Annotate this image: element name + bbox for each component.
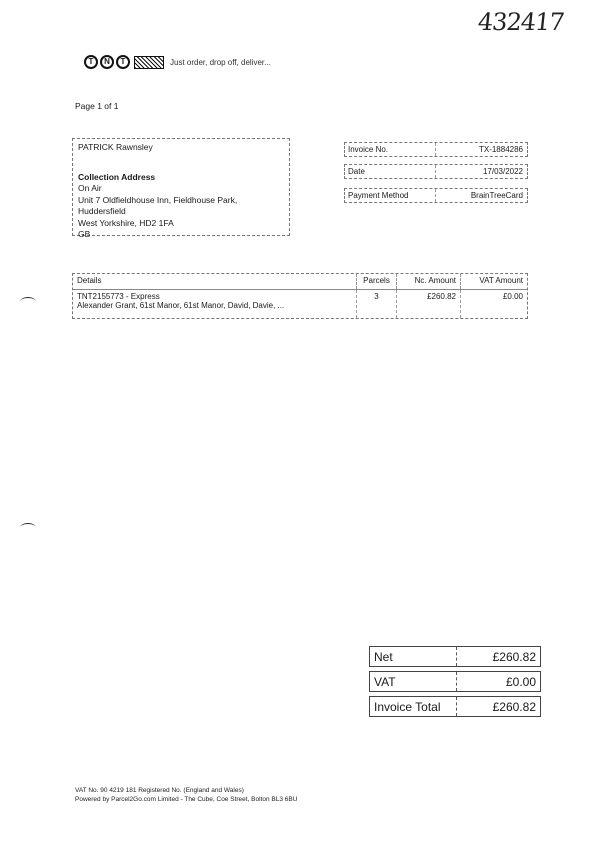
address-line: On Air [78, 183, 102, 193]
punch-hole-mark [20, 523, 36, 532]
invoice-number-row [344, 142, 528, 157]
item-vat-amount: £0.00 [502, 292, 523, 301]
footer [75, 786, 297, 804]
carrier-logo [84, 54, 271, 70]
total-vat-row [369, 671, 541, 692]
footer-powered-by: Powered by Parcel2Go.com Limited - The Cube, Coe Street, Bolton BL3 6BU [75, 796, 298, 803]
payment-method-row [344, 188, 528, 203]
invoice-date-row [344, 164, 528, 179]
page-counter: Page 1 of 1 [75, 101, 119, 111]
collection-heading: Collection Address [78, 171, 156, 182]
header-parcels: Parcels [357, 274, 397, 289]
logo-letter: T [84, 55, 98, 69]
logo-letter: N [100, 55, 114, 69]
logo-letter: T [116, 55, 130, 69]
total-net-label: Net [370, 647, 457, 666]
totals-box [369, 646, 541, 721]
invoice-total-row [369, 696, 541, 717]
invoice-date-value: 17/03/2022 [482, 167, 523, 176]
customer-name: PATRICK Rawnsley [78, 142, 153, 152]
logo-tagline: Just order, drop off, deliver... [170, 57, 271, 67]
item-details [73, 290, 357, 318]
invoice-total-value: £260.82 [492, 699, 536, 714]
item-parcels: 3 [357, 290, 397, 318]
invoice-total-label: Invoice Total [370, 697, 457, 716]
table-row [73, 290, 527, 318]
invoice-number-value: TX-1884286 [478, 145, 523, 154]
address-line: Unit 7 Oldfieldhouse Inn, Fieldhouse Park, [78, 194, 238, 205]
total-vat-label: VAT [370, 672, 457, 691]
payment-method-label: Payment Method [345, 189, 436, 202]
address-line: West Yorkshire, HD2 1FA [78, 217, 174, 228]
items-table [72, 273, 528, 319]
address-line: GB [78, 229, 91, 239]
header-details: Details [73, 274, 357, 289]
invoice-number-label: Invoice No. [345, 143, 436, 156]
invoice-date-label: Date [345, 165, 436, 178]
logo-badge [134, 56, 164, 69]
total-net-value: £260.82 [492, 649, 536, 664]
header-net-amount: Nc. Amount [397, 274, 461, 289]
item-recipient: Alexander Grant, 61st Manor, 61st Manor, David, Davie, ... [77, 301, 285, 310]
address-line: Huddersfield [78, 206, 126, 216]
item-net-amount: £260.82 [397, 290, 461, 318]
punch-hole-mark [20, 297, 36, 306]
total-net-row [369, 646, 541, 667]
item-reference: TNT2155773 - Express [77, 292, 160, 301]
handwritten-reference: 432417 [476, 8, 566, 36]
customer-address-box [72, 138, 290, 239]
table-header [73, 274, 527, 290]
footer-registration: VAT No. 90 4219 181 Registered No. (England and Wales) [75, 787, 244, 794]
total-vat-value: £0.00 [505, 674, 536, 689]
payment-method-value: BrainTreeCard [470, 191, 523, 200]
header-vat-amount: VAT Amount [479, 276, 523, 285]
